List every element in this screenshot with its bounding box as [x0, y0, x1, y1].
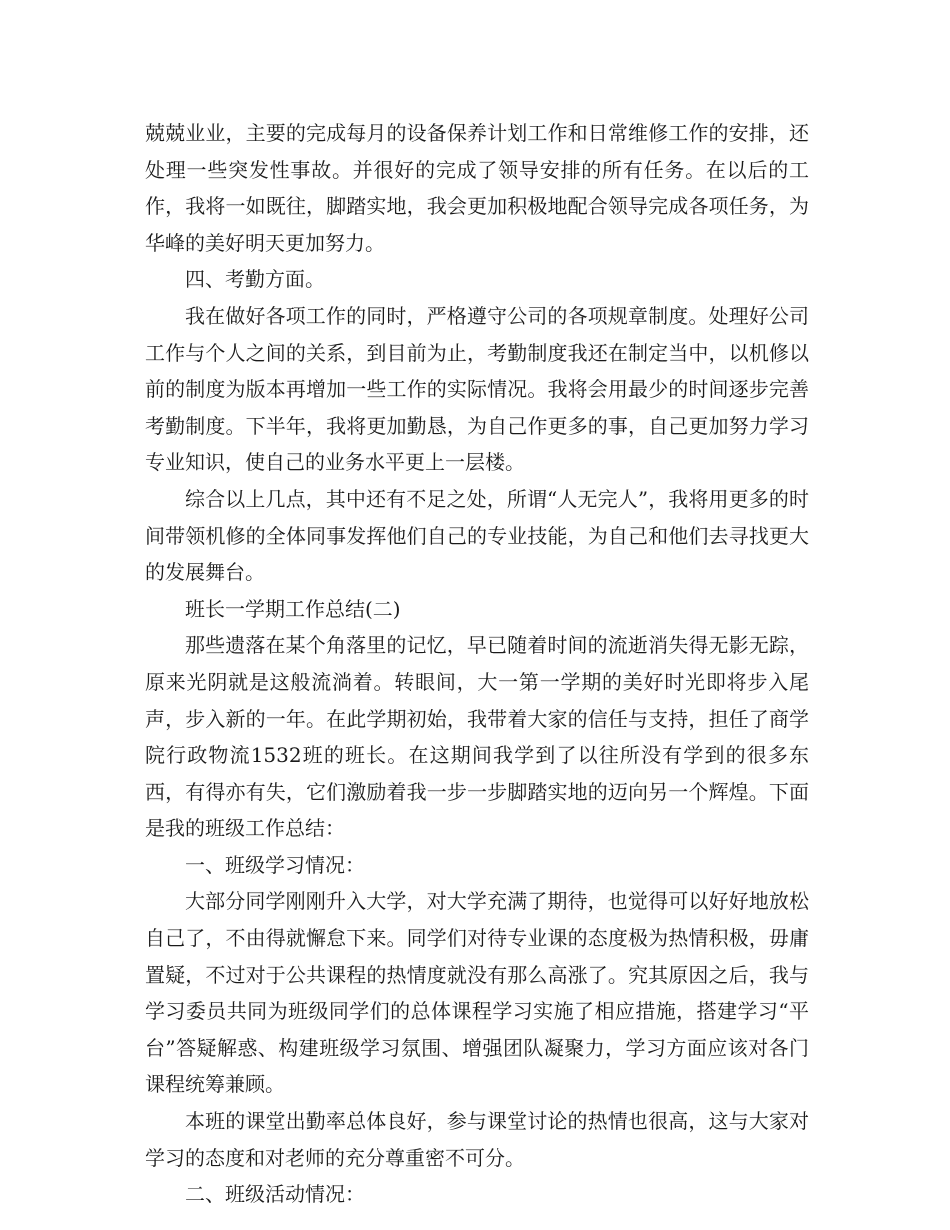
paragraph-attendance: 我在做好各项工作的同时，严格遵守公司的各项规章制度。处理好公司工作与个人之间的关系，到目前为止，考勤制度我还在制定当中，以机修以前的制度为版本再增加一些工作的实际情况。我将会用最少的时间逐步完善考勤制度。下半年，我将更加勤恳，为自己作更多的事，自己更加努力学习专业知识，使自己的业务水平更上一层楼。 — [145, 303, 809, 475]
paragraph-study: 大部分同学刚刚升入大学，对大学充满了期待，也觉得可以好好地放松自己了，不由得就懈怠下来。同学们对待专业课的态度极为热情积极，毋庸置疑，不过对于公共课程的热情度就没有那么高涨了。究其原因之后，我与学习委员共同为班级同学们的总体课程学习实施了相应措施，搭建学习“平台”答疑解惑、构建班级学习氛围、增强团队凝聚力，学习方面应该对各门课程统筹兼顾。 — [145, 889, 809, 1097]
section-heading-activities: 二、班级活动情况： — [185, 1182, 365, 1207]
paragraph-attendance-rate: 本班的课堂出勤率总体良好，参与课堂讨论的热情也很高，这与大家对学习的态度和对老师的充分尊重密不可分。 — [145, 1109, 809, 1170]
paragraph-intro: 那些遗落在某个角落里的记忆，早已随着时间的流逝消失得无影无踪，原来光阴就是这般流淌着。转眼间，大一第一学期的美好时光即将步入尾声，步入新的一年。在此学期初始，我带着大家的信任与支持，担任了商学院行政物流1532班的班长。在这期间我学到了以往所没有学到的很多东西，有得亦有失，它们激励着我一步一步脚踏实地的迈向另一个辉煌。下面是我的班级工作总结： — [145, 633, 809, 841]
section-heading-attendance: 四、考勤方面。 — [185, 267, 325, 292]
document-body — [145, 115, 809, 1213]
document-subtitle: 班长一学期工作总结(二) — [185, 596, 401, 621]
section-heading-study: 一、班级学习情况： — [185, 852, 365, 877]
paragraph-continued: 兢兢业业，主要的完成每月的设备保养计划工作和日常维修工作的安排，还处理一些突发性事故。并很好的完成了领导安排的所有任务。在以后的工作，我将一如既往，脚踏实地，我会更加积极地配合领导完成各项任务，为华峰的美好明天更加努力。 — [145, 121, 809, 255]
paragraph-summary: 综合以上几点，其中还有不足之处，所谓“人无完人”，我将用更多的时间带领机修的全体同事发挥他们自己的专业技能，为自己和他们去寻找更大的发展舞台。 — [145, 486, 809, 585]
